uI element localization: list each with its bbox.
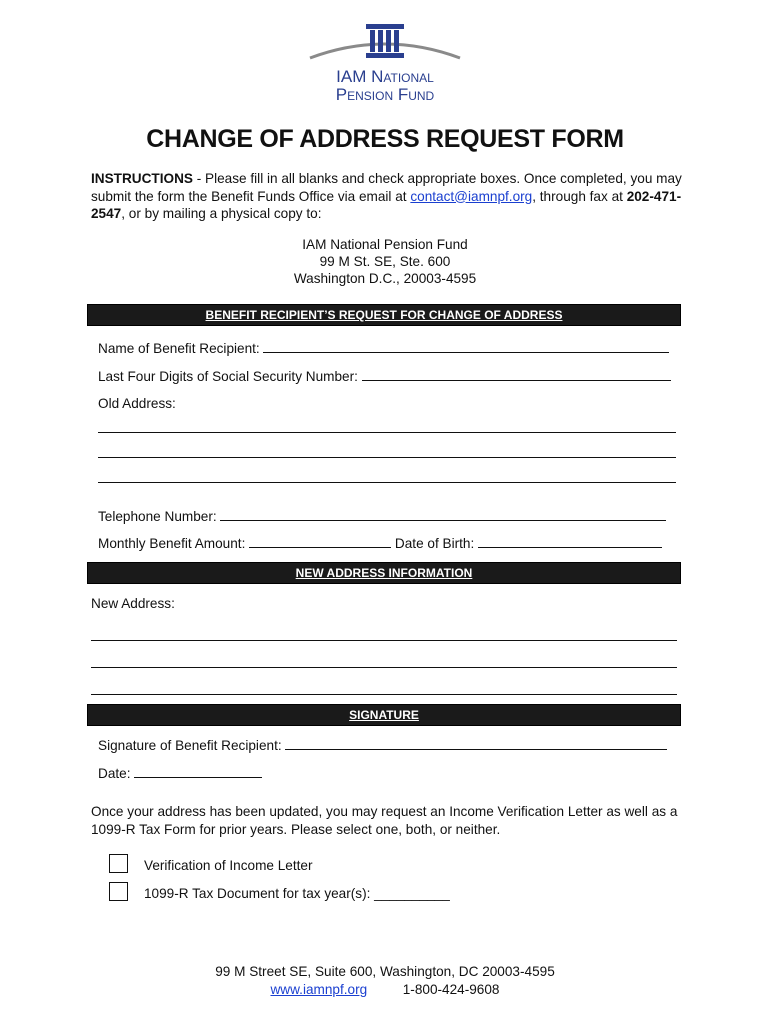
date-label: Date: [98, 766, 131, 781]
income-letter-label: Verification of Income Letter [144, 858, 313, 873]
date-field[interactable] [98, 765, 262, 782]
footer-phone: 1-800-424-9608 [402, 982, 500, 997]
signature-field[interactable] [98, 737, 667, 754]
mailing-address-line-1: IAM National Pension Fund [302, 237, 468, 252]
website-link[interactable]: www.iamnpf.org [270, 982, 368, 997]
tax-document-label: 1099-R Tax Document for tax year(s): __________ [144, 886, 450, 901]
mailing-address-line-3: Washington D.C., 20003-4595 [293, 271, 477, 286]
instructions-text-3: , or by mailing a physical copy to: [121, 206, 322, 221]
mailing-address-line-2: 99 M St. SE, Ste. 600 [319, 254, 451, 269]
telephone-blank[interactable] [220, 508, 666, 521]
instructions-text-1: - Please fill in all blanks and check appropriate boxes. Once completed, you may submit the form the Benefit Funds Office via email at [91, 171, 682, 204]
section-header-signature: SIGNATURE [87, 704, 681, 726]
logo-line-1: IAM National [336, 67, 434, 86]
logo-line-2: Pension Fund [335, 85, 435, 104]
column-building-icon [300, 18, 470, 68]
new-address-line-3[interactable] [91, 694, 677, 695]
email-link[interactable]: contact@iamnpf.org [410, 188, 533, 204]
ssn-blank[interactable] [362, 368, 671, 381]
new-address-label: New Address: [91, 596, 175, 611]
instructions [91, 170, 691, 223]
page-title: CHANGE OF ADDRESS REQUEST FORM [146, 125, 624, 153]
telephone-label: Telephone Number: [98, 509, 217, 524]
name-label: Name of Benefit Recipient: [98, 341, 260, 356]
footer-address: 99 M Street SE, Suite 600, Washington, DC 20003-4595 [215, 964, 555, 979]
closing-note: Once your address has been updated, you may request an Income Verification Letter as well as a 1099-R Tax Form for prior years. Please select one, both, or neither. [91, 804, 678, 837]
monthly-benefit-label: Monthly Benefit Amount: [98, 536, 246, 551]
new-address-line-1[interactable] [91, 640, 677, 641]
income-letter-checkbox[interactable] [109, 854, 128, 873]
ssn-field[interactable] [98, 368, 671, 385]
instructions-text-2: , through fax at [532, 188, 627, 204]
telephone-field[interactable] [98, 508, 666, 525]
old-address-line-1[interactable] [98, 432, 676, 433]
name-blank[interactable] [263, 340, 669, 353]
dob-label: Date of Birth: [394, 536, 475, 551]
old-address-label: Old Address: [98, 396, 176, 411]
new-address-line-2[interactable] [91, 667, 677, 668]
monthly-benefit-field[interactable] [98, 535, 662, 552]
signature-label: Signature of Benefit Recipient: [98, 738, 282, 753]
old-address-line-3[interactable] [98, 482, 676, 483]
fax-number: 202-471-2547 [91, 188, 682, 221]
ssn-label: Last Four Digits of Social Security Number: [98, 369, 358, 384]
footer-contact [0, 981, 770, 999]
section-header-recipient: BENEFIT RECIPIENT’S REQUEST FOR CHANGE OF ADDRESS [87, 304, 681, 326]
signature-blank[interactable] [285, 737, 667, 750]
old-address-line-2[interactable] [98, 457, 676, 458]
section-header-new-address: NEW ADDRESS INFORMATION [87, 562, 681, 584]
name-field[interactable] [98, 340, 669, 357]
monthly-benefit-blank[interactable] [249, 535, 391, 548]
dob-blank[interactable] [478, 535, 662, 548]
tax-document-checkbox[interactable] [109, 882, 128, 901]
date-blank[interactable] [134, 765, 262, 778]
instructions-label: INSTRUCTIONS [91, 171, 193, 186]
